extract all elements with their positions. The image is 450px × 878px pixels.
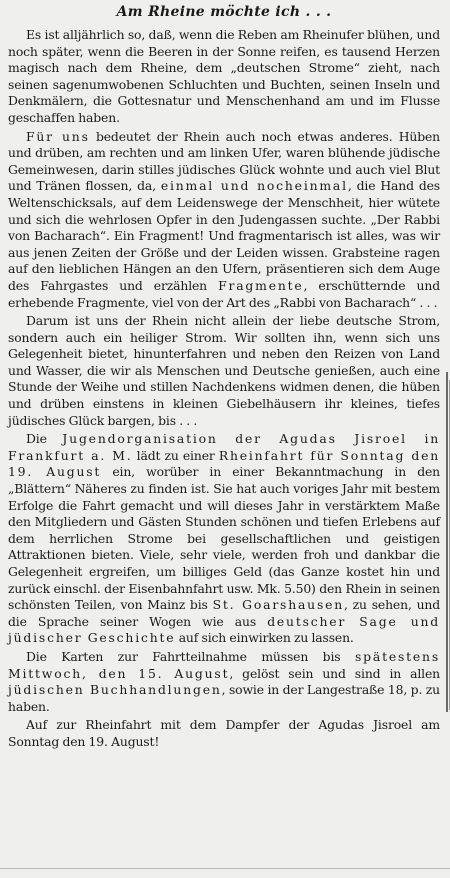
paragraph-text: Die Karten zur Fahrtteilnahme müssen bis: [26, 648, 355, 664]
spaced-text: deutscher Sage und jüdischer Geschichte: [8, 613, 440, 646]
spaced-text: spätestens Mittwoch, den 15. August: [8, 648, 440, 681]
paragraph-text: , erschütternde und erhebende Fragmente, viel von der Art des „Rabbi von Bacharach“ . . .: [8, 277, 440, 310]
spaced-text: Jugendorganisation der Agudas Jisroel in Frankfurt a. M.: [8, 431, 440, 463]
paragraph-text: , zu sehen, und die Sprache seiner Wogen wie aus: [8, 597, 441, 629]
spaced-text: St. Goarshausen: [212, 597, 345, 613]
spaced-text: einmal und nocheinmal: [160, 178, 348, 194]
paragraph-5: [8, 649, 440, 715]
article-title: Am Rheine möchte ich . . .: [116, 4, 332, 20]
paragraph-text: , sowie in der Langestraße 18, p. zu haben.: [8, 682, 440, 714]
spaced-text: Fragmente: [218, 277, 304, 293]
column-edge-rule: [446, 372, 448, 712]
bottom-rule: [0, 868, 450, 869]
paragraph-text: , die Hand des Weltenschicksals, auf dem Leidenswege der Menschheit, hier wütete und sich die wehrlosen Opfer in den Judengassen suchte. „Der Rabbi von Bacharach“. Ein Fragment! Und fragmentarisch ist alles, was wir aus jenen Zeiten der Größe und der Leiden wissen. Grabsteine ragen auf den lieblichen Hängen an den Ufern, präsentieren sich dem Auge des Fahrgastes und erzählen: [8, 178, 440, 293]
spaced-text: Rheinfahrt für Sonntag den 19. August: [8, 447, 440, 480]
paragraph-2: [8, 129, 440, 312]
paragraph-6: Auf zur Rheinfahrt mit dem Dampfer der Agudas Jisroel am Sonntag den 19. August!: [8, 717, 440, 749]
paragraph-text: bedeutet der Rhein auch noch etwas anderes. Hüben und drüben, am rechten und am linken Ufer, waren blühende jüdische Gemeinwesen, darin stilles jüdisches Glück wohnte und auch viel Blut und Tränen flossen, da,: [8, 128, 441, 194]
paragraph-text: Die: [26, 431, 63, 447]
paragraph-text: , gelöst sein und sind in allen: [229, 665, 440, 681]
paragraph-text: auf sich einwirken zu lassen.: [175, 630, 354, 646]
article: [8, 4, 440, 753]
spaced-text: jüdischen Buchhandlungen: [8, 682, 222, 698]
paragraph-text: lädt zu einer: [132, 447, 219, 463]
spaced-text: Für uns: [26, 128, 90, 144]
paragraph-3: Darum ist uns der Rhein nicht allein der liebe deutsche Strom, sondern auch ein heiliger Strom. Wir sollten ihn, wenn sich uns Gelegenheit bietet, hinunterfahren und neben den Reizen von Land und Wasser, die wir als Menschen und Deutsche genießen, auch eine Stunde der Weihe und stillen Nachdenkens widmen denen, die hüben und drüben einstens in kleinen Giebelhäusern ihr kleines, tiefes jüdisches Glück bargen, bis . . .: [8, 313, 440, 428]
paragraph-1: Es ist alljährlich so, daß, wenn die Reben am Rheinufer blühen, und noch später, wenn die Beeren in der Sonne reifen, es tausend Herzen magisch nach dem Rheine, dem „deutschen Strome“ zieht, nach seinen sagenumwobenen Schluchten und Buchten, seinen Inseln und Denkmälern, die Gottesnatur und Menschenhand am und im Flusse geschaffen haben.: [8, 27, 440, 125]
paragraph-4: [8, 431, 440, 647]
paragraph-text: ein, worüber in einer Bekanntmachung in den „Blättern“ Näheres zu finden ist. Sie hat auch voriges Jahr mit bestem Erfolge die Fahrt gemacht und will dieses Jahr in verstärktem Maße den Mitgliedern und Gästen Stunden schönen und tiefen Erlebens auf dem herrlichen Strome bei gesellschaftlichen und geistigen Attraktionen bieten. Viele, sehr viele, werden froh und dankbar die Gelegenheit ergreifen, um billiges Geld (das Ganze kostet hin und zurück einschl. der Eisenbahnfahrt usw. Mk. 5.50) den Rhein in seinen schönsten Teilen, von Mainz bis: [8, 464, 440, 613]
